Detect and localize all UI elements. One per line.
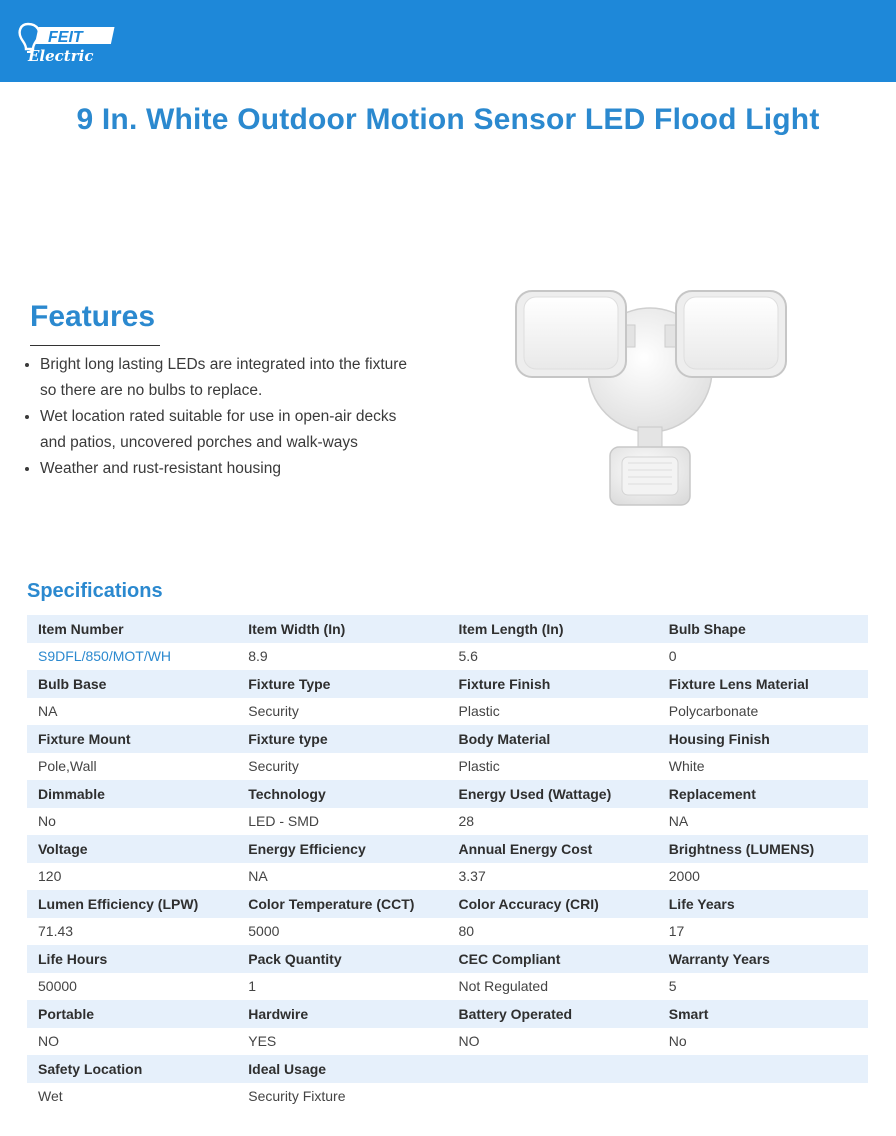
spec-value: NA — [668, 813, 689, 830]
spec-label: Color Accuracy (CRI) — [458, 895, 599, 912]
spec-label: Warranty Years — [668, 950, 770, 967]
spec-value: 17 — [668, 923, 685, 940]
spec-label: Annual Energy Cost — [458, 840, 593, 857]
product-image — [510, 285, 795, 510]
spec-label: CEC Compliant — [458, 950, 561, 967]
spec-value: Wet — [38, 1088, 63, 1105]
spec-value: Security Fixture — [248, 1088, 346, 1105]
spec-label: Hardwire — [248, 1005, 309, 1022]
spec-value-row — [27, 1083, 868, 1111]
spec-label: Fixture type — [248, 730, 328, 747]
spec-value: 120 — [38, 868, 62, 885]
spec-value: NA — [248, 868, 268, 885]
spec-label-row — [27, 725, 868, 753]
spec-value-row — [27, 1028, 868, 1056]
spec-label: Smart — [668, 1005, 709, 1022]
feit-electric-logo[interactable] — [18, 20, 128, 66]
spec-value: 50000 — [38, 978, 77, 995]
spec-value: 2000 — [668, 868, 700, 885]
spec-label-row — [27, 1055, 868, 1083]
spec-value: Plastic — [458, 758, 500, 775]
spec-label: Lumen Efficiency (LPW) — [38, 895, 199, 912]
spec-value: 5000 — [248, 923, 280, 940]
spec-label: Fixture Lens Material — [668, 675, 809, 692]
spec-label: Color Temperature (CCT) — [248, 895, 415, 912]
spec-value: Pole,Wall — [38, 758, 97, 775]
spec-value: NO — [38, 1033, 59, 1050]
spec-value: Polycarbonate — [668, 703, 759, 720]
spec-value: 8.9 — [248, 648, 268, 665]
spec-label: Energy Used (Wattage) — [458, 785, 612, 802]
spec-label: Fixture Mount — [38, 730, 131, 747]
spec-label: Bulb Shape — [668, 620, 746, 637]
spec-value: 5.6 — [458, 648, 478, 665]
spec-label: Fixture Type — [248, 675, 331, 692]
feature-item: • Bright long lasting LEDs are integrated into the fixture so there are no bulbs to replace. — [40, 352, 412, 403]
spec-label: Fixture Finish — [458, 675, 551, 692]
spec-value-row — [27, 698, 868, 726]
spec-value: No — [38, 813, 56, 830]
spec-label: Portable — [38, 1005, 95, 1022]
spec-label: Ideal Usage — [248, 1060, 327, 1077]
spec-label: Life Years — [668, 895, 735, 912]
spec-label: Body Material — [458, 730, 551, 747]
spec-value: No — [668, 1033, 687, 1050]
spec-value: 5 — [668, 978, 677, 995]
spec-value: Plastic — [458, 703, 500, 720]
specifications-table — [27, 615, 868, 1110]
spec-value-row — [27, 643, 868, 671]
spec-value-row — [27, 918, 868, 946]
spec-value-row — [27, 973, 868, 1001]
spec-label-row — [27, 945, 868, 973]
spec-value: Security — [248, 758, 299, 775]
spec-value: NA — [38, 703, 58, 720]
spec-label: Technology — [248, 785, 326, 802]
spec-label-row — [27, 1000, 868, 1028]
spec-label: Bulb Base — [38, 675, 107, 692]
spec-label-row — [27, 835, 868, 863]
spec-value: Security — [248, 703, 299, 720]
spec-value: 80 — [458, 923, 475, 940]
spec-label: Dimmable — [38, 785, 105, 802]
spec-value: YES — [248, 1033, 277, 1050]
spec-value: 3.37 — [458, 868, 486, 885]
spec-value: LED - SMD — [248, 813, 320, 830]
spec-label: Battery Operated — [458, 1005, 573, 1022]
features-list — [22, 352, 412, 483]
spec-label: Replacement — [668, 785, 756, 802]
spec-value-row — [27, 808, 868, 836]
spec-value: 0 — [668, 648, 677, 665]
svg-text:FEIT: FEIT — [48, 29, 83, 46]
features-heading: Features — [30, 300, 156, 333]
spec-label: Safety Location — [38, 1060, 143, 1077]
spec-label: Item Width (In) — [248, 620, 346, 637]
spec-value: 71.43 — [38, 923, 74, 940]
spec-label-row — [27, 670, 868, 698]
spec-label: Voltage — [38, 840, 88, 857]
spec-label: Item Length (In) — [458, 620, 564, 637]
item-number-link[interactable]: S9DFL/850/MOT/WH — [38, 648, 172, 665]
svg-text:Electric: Electric — [28, 47, 94, 65]
spec-value: 1 — [248, 978, 257, 995]
brand-header — [0, 0, 896, 82]
spec-value-row — [27, 753, 868, 781]
spec-label-row — [27, 890, 868, 918]
page-title: 9 In. White Outdoor Motion Sensor LED Flood Light — [76, 103, 820, 136]
spec-label: Item Number — [38, 620, 124, 637]
feature-item: • Weather and rust-resistant housing — [40, 456, 412, 482]
spec-label: Housing Finish — [668, 730, 770, 747]
spec-value: Not Regulated — [458, 978, 549, 995]
spec-value: NO — [458, 1033, 480, 1050]
features-divider — [30, 345, 160, 346]
feature-item: • Wet location rated suitable for use in open-air decks and patios, uncovered porches and walk-ways — [40, 404, 412, 455]
spec-label-row — [27, 780, 868, 808]
spec-value: 28 — [458, 813, 475, 830]
specifications-heading: Specifications — [27, 580, 163, 602]
spec-label: Brightness (LUMENS) — [668, 840, 815, 857]
spec-label: Life Hours — [38, 950, 108, 967]
spec-label-row — [27, 615, 868, 643]
spec-label: Pack Quantity — [248, 950, 342, 967]
spec-value-row — [27, 863, 868, 891]
spec-value: White — [668, 758, 705, 775]
spec-label: Energy Efficiency — [248, 840, 366, 857]
